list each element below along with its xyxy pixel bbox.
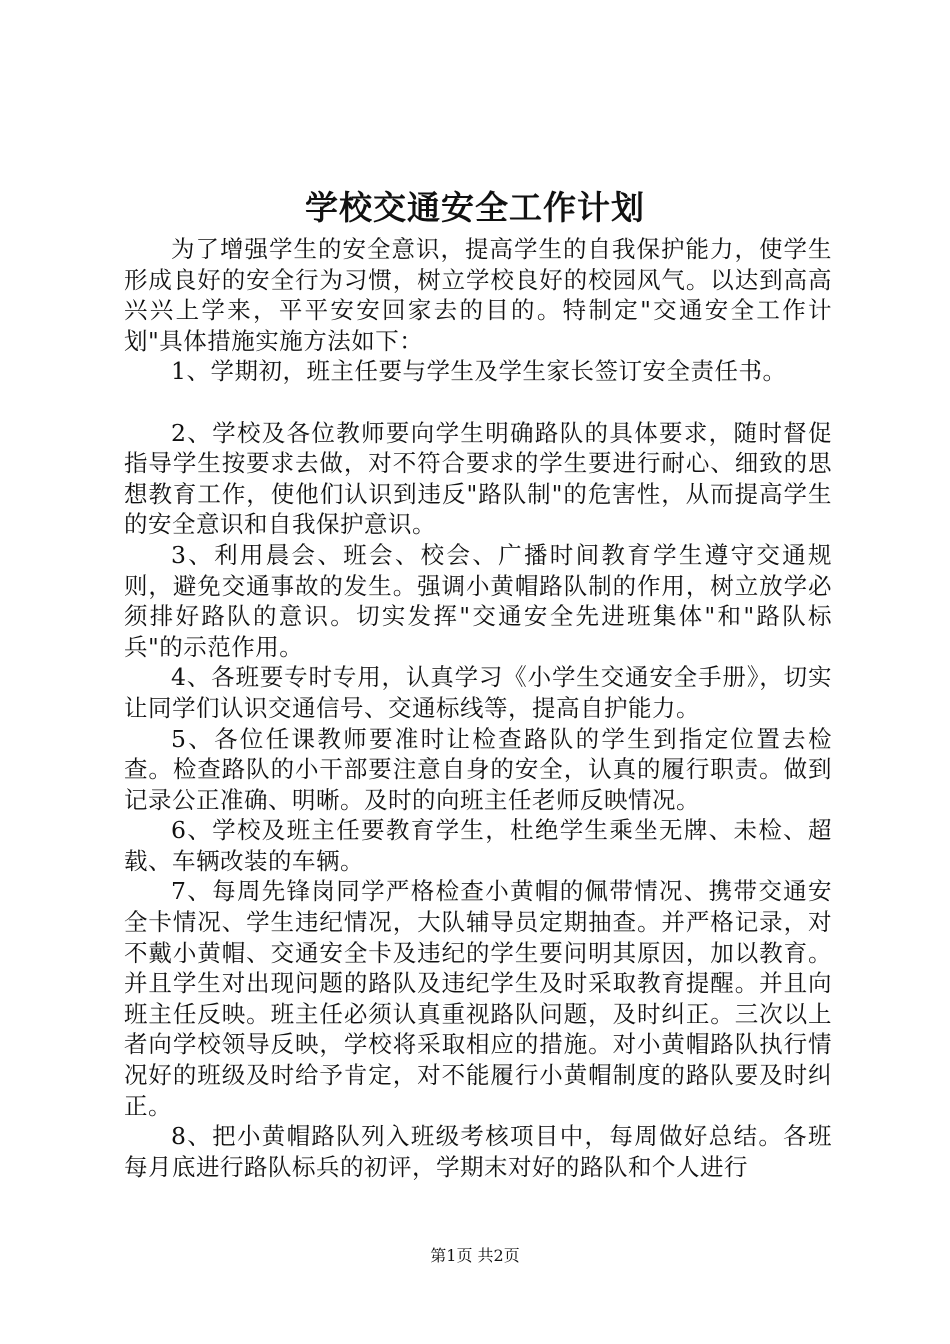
paragraph-item-6: 6、学校及班主任要教育学生，杜绝学生乘坐无牌、未检、超载、车辆改装的车辆。 <box>124 816 832 875</box>
document-title: 学校交通安全工作计划 <box>305 188 645 227</box>
paragraph-item-2: 2、学校及各位教师要向学生明确路队的具体要求，随时督促指导学生按要求去做，对不符合要求的学生要进行耐心、细致的思想教育工作，使他们认识到违反"路队制"的危害性，从而提高学生的安全意识和自我保护意识。 <box>124 418 832 539</box>
paragraph-item-1: 1、学期初，班主任要与学生及学生家长签订安全责任书。 <box>171 357 787 386</box>
paragraph-item-3: 3、利用晨会、班会、校会、广播时间教育学生遵守交通规则，避免交通事故的发生。强调小黄帽路队制的作用，树立放学必须排好路队的意识。切实发挥"交通安全先进班集体"和"路队标兵"的示范作用。 <box>124 540 832 661</box>
page-number-footer: 第1页 共2页 <box>430 1246 520 1265</box>
paragraph-item-5: 5、各位任课教师要准时让检查路队的学生到指定位置去检查。检查路队的小干部要注意自身的安全，认真的履行职责。做到记录公正准确、明晰。及时的向班主任老师反映情况。 <box>124 724 832 814</box>
paragraph-item-7: 7、每周先锋岗同学严格检查小黄帽的佩带情况、携带交通安全卡情况、学生违纪情况，大队辅导员定期抽查。并严格记录，对不戴小黄帽、交通安全卡及违纪的学生要问明其原因，加以教育。并且学生对出现问题的路队及违纪学生及时采取教育提醒。并且向班主任反映。班主任必须认真重视路队问题，及时纠正。三次以上者向学校领导反映，学校将采取相应的措施。对小黄帽路队执行情况好的班级及时给予肯定，对不能履行小黄帽制度的路队要及时纠正。 <box>124 877 832 1120</box>
document-body <box>124 234 832 1182</box>
paragraph-intro: 为了增强学生的安全意识，提高学生的自我保护能力，使学生形成良好的安全行为习惯，树立学校良好的校园风气。以达到高高兴兴上学来，平平安安回家去的目的。特制定"交通安全工作计划"具体措施实施方法如下： <box>124 235 832 355</box>
paragraph-item-4: 4、各班要专时专用，认真学习《小学生交通安全手册》，切实让同学们认识交通信号、交通标线等，提高自护能力。 <box>124 663 832 722</box>
paragraph-item-8: 8、把小黄帽路队列入班级考核项目中，每周做好总结。各班每月底进行路队标兵的初评，学期末对好的路队和个人进行 <box>124 1122 832 1181</box>
